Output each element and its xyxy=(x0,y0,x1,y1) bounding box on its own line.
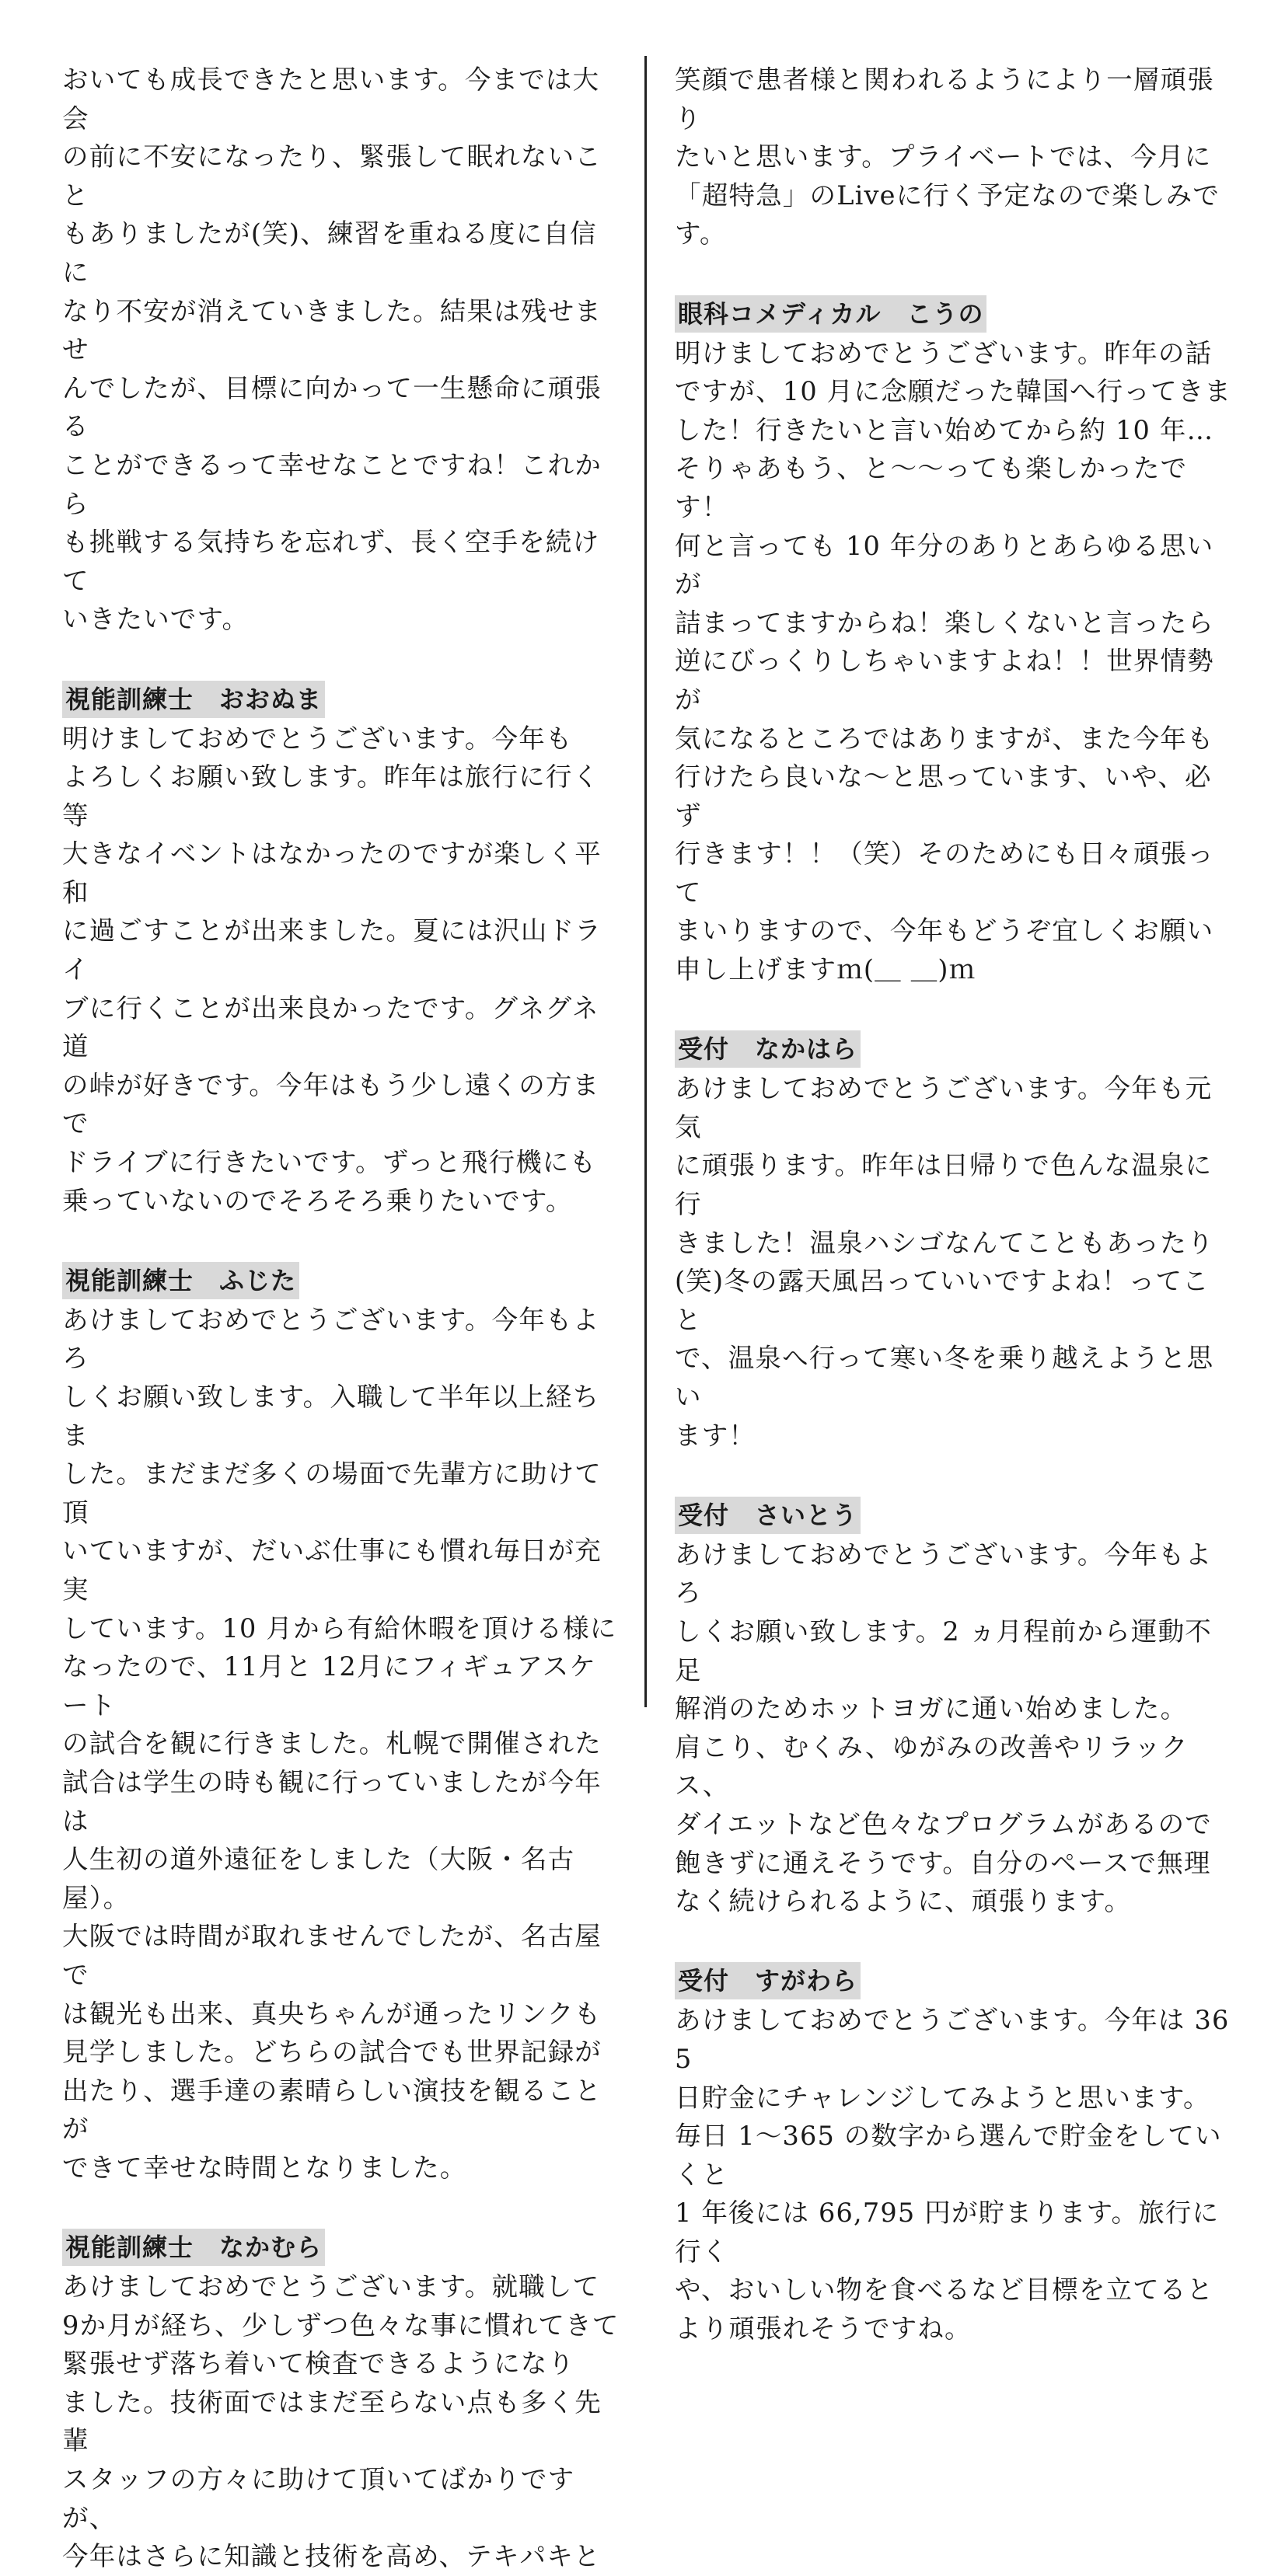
body-text: あけましておめでとうございます。今年も元気 に頑張ります。昨年は日帰りで色んな温泉に行 きました！温泉ハシゴなんてこともあったり (笑)冬の露天風呂っていいですよね！ってこと で、温泉へ行って寒い冬を乗り越えようと思い ます！ xyxy=(675,1073,1214,1451)
body-text: あけましておめでとうございます。今年は 365 日貯金にチャレンジしてみようと思います。 毎日 1～365 の数字から選んで貯金をしていくと 1 年後には 66,795 円が貯まります。旅行に行く や、おいしい物を食べるなど目標を立てると より頑張れそうですね。 xyxy=(675,2005,1230,2344)
left-column xyxy=(62,61,620,2576)
body-text: 笑顔で患者様と関われるようにより一層頑張り たいと思います。プライベートでは、今月に 「超特急」のLiveに行く予定なので楽しみです。 xyxy=(675,64,1220,249)
body-text: あけましておめでとうございます。今年もよろ しくお願い致します。2 ヵ月程前から運動不足 解消のためホットヨガに通い始めました。 肩こり、むくみ、ゆがみの改善やリラックス、 ダイエットなど色々なプログラムがあるので 飽きずに通えそうです。自分のペースで無理 なく続けられるように、頑張ります。 xyxy=(675,1539,1213,1917)
body-text: 明けましておめでとうございます。昨年の話 ですが、10 月に念願だった韓国へ行ってきま した！行きたいと言い始めてから約 10 年… そりゃあもう、と～～っても楽しかったです！ 何と言っても 10 年分のありとあらゆる思いが 詰まってますからね！楽しくないと言ったら 逆にびっくりしちゃいますよね！！世界情勢が 気になるところではありますが、また今年も 行けたら良いな～と思っています、いや、必ず 行きます！！（笑）そのためにも日々頑張って まいりますので、今年もどうぞ宜しくお願い 申し上げますｍ(＿ ＿)ｍ xyxy=(675,337,1232,985)
section-kouno xyxy=(675,292,1233,989)
section-saitou xyxy=(675,1494,1233,1921)
section-sugawara xyxy=(675,1959,1233,2348)
body-text: おいても成長できたと思います。今までは大会 の前に不安になったり、緊張して眠れないこと もありましたが(笑)、練習を重ねる度に自信に なり不安が消えていきました。結果は残せませ んでしたが、目標に向かって一生懸命に頑張る ことができるって幸せなことですね！これから も挑戦する気持ちを忘れず、長く空手を続けて いきたいです。 xyxy=(62,64,602,635)
right-continuation xyxy=(675,61,1233,253)
body-text: あけましておめでとうございます。今年もよろ しくお願い致します。入職して半年以上経ちま した。まだまだ多くの場面で先輩方に助けて頂 いていますが、だいぶ仕事にも慣れ毎日が充実 しています。10 月から有給休暇を頂ける様に なったので、11月と 12月にフィギュアスケート の試合を観に行きました。札幌で開催された 試合は学生の時も観に行っていましたが今年は 人生初の道外遠征をしました（大阪・名古屋）。 大阪では時間が取れませんでしたが、名古屋で は観光も出来、真央ちゃんが通ったリンクも 見学しました。どちらの試合でも世界記録が 出たり、選手達の素晴らしい演技を観ることが できて幸せな時間となりました。 xyxy=(62,1304,617,2183)
section-heading: 視能訓練士 なかむら xyxy=(62,2229,325,2266)
section-nakamura xyxy=(62,2226,620,2576)
section-heading: 受付 なかはら xyxy=(675,1030,861,1068)
section-fujita xyxy=(62,1259,620,2187)
section-nakahara xyxy=(675,1027,1233,1455)
right-column xyxy=(675,61,1233,2348)
section-heading: 受付 すがわら xyxy=(675,1962,861,1999)
body-text: 明けましておめでとうございます。今年も よろしくお願い致します。昨年は旅行に行く等 大きなイベントはなかったのですが楽しく平和 に過ごすことが出来ました。夏には沢山ドライ ブに行くことが出来良かったです。グネグネ道 の峠が好きです。今年はもう少し遠くの方まで ドライブに行きたいです。ずっと飛行機にも 乗っていないのでそろそろ乗りたいです。 xyxy=(62,723,602,1216)
body-text: あけましておめでとうございます。就職して 9か月が経ち、少しずつ色々な事に慣れてきて 緊張せず落ち着いて検査できるようになり ました。技術面ではまだ至らない点も多く先輩 スタッフの方々に助けて頂いてばかりですが、 今年はさらに知識と技術を高め、テキパキと xyxy=(62,2271,620,2572)
column-divider xyxy=(644,56,647,1707)
section-heading: 眼科コメディカル こうの xyxy=(675,295,986,333)
section-oonuma xyxy=(62,678,620,1221)
section-heading: 視能訓練士 ふじた xyxy=(62,1262,299,1299)
left-continuation xyxy=(62,61,620,639)
section-heading: 受付 さいとう xyxy=(675,1497,861,1534)
section-heading: 視能訓練士 おおぬま xyxy=(62,681,325,718)
